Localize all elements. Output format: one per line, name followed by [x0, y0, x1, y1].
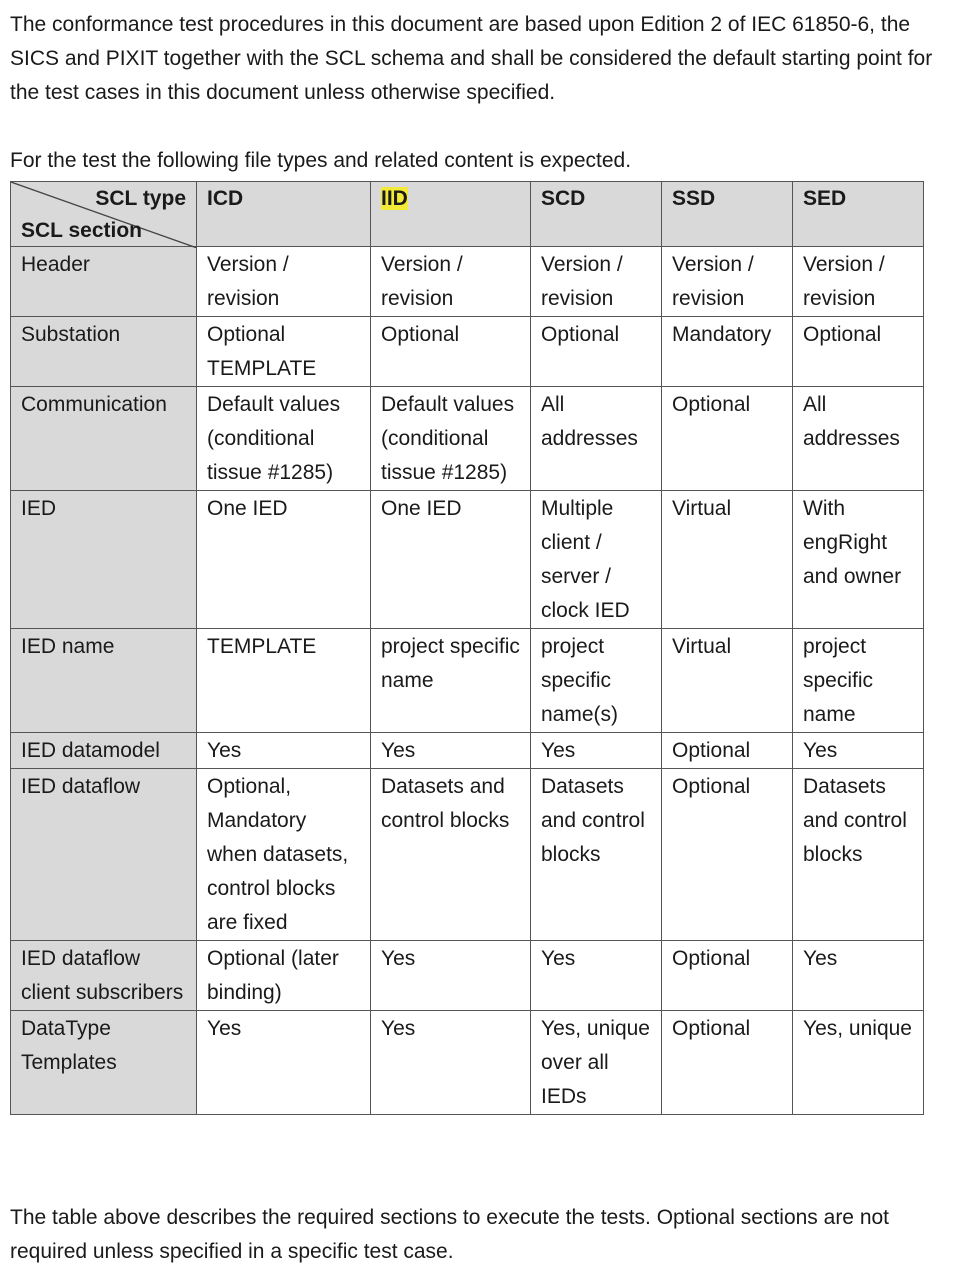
table-cell: TEMPLATE [197, 629, 371, 733]
table-cell: Optional [662, 941, 793, 1011]
table-cell: Optional [531, 317, 662, 387]
table-cell: Optional [662, 387, 793, 491]
column-header-scd: SCD [531, 182, 662, 247]
table-cell: Mandatory [662, 317, 793, 387]
row-header-cell: Substation [11, 317, 197, 387]
table-cell: Yes [531, 941, 662, 1011]
table-cell: Optional, Mandatory when datasets, control blocks are fixed [197, 769, 371, 941]
table-cell: One IED [371, 491, 531, 629]
row-header-cell: IED dataflow [11, 769, 197, 941]
table-row [11, 1011, 924, 1115]
table-cell: One IED [197, 491, 371, 629]
table-row [11, 629, 924, 733]
intro-paragraph: The conformance test procedures in this document are based upon Edition 2 of IEC 61850-6, the SICS and PIXIT together with the SCL schema and shall be considered the default starting point for the test cases in this document unless otherwise specified. [10, 13, 933, 104]
highlighted-text: IID [381, 187, 408, 210]
table-row [11, 387, 924, 491]
table-cell: Optional [662, 1011, 793, 1115]
table-cell: Default values (conditional tissue #1285) [371, 387, 531, 491]
table-caption: For the test the following file types and related content is expected. [10, 149, 632, 172]
table-row [11, 247, 924, 317]
table-cell: Yes [197, 1011, 371, 1115]
table-cell: Yes [531, 733, 662, 769]
table-cell: Yes [371, 1011, 531, 1115]
table-cell: project specific name [793, 629, 924, 733]
table-cell: Yes, unique over all IEDs [531, 1011, 662, 1115]
table-cell: All addresses [793, 387, 924, 491]
column-header-iid [371, 182, 531, 247]
row-header-cell: IED datamodel [11, 733, 197, 769]
table-cell: Default values (conditional tissue #1285) [197, 387, 371, 491]
column-header-ssd: SSD [662, 182, 793, 247]
scl-requirements-table [10, 181, 924, 1115]
table-cell: Yes, unique [793, 1011, 924, 1115]
table-cell: Yes [793, 733, 924, 769]
table-cell: Datasets and control blocks [531, 769, 662, 941]
table-cell: Optional TEMPLATE [197, 317, 371, 387]
closing-note: The table above describes the required sections to execute the tests. Optional sections are not required unless specified in a specific test case. [10, 1206, 890, 1263]
row-header-cell: IED name [11, 629, 197, 733]
table-cell: project specific name(s) [531, 629, 662, 733]
corner-header-cell [11, 182, 197, 247]
table-cell: With engRight and owner [793, 491, 924, 629]
table-row [11, 941, 924, 1011]
table-cell: Optional (later binding) [197, 941, 371, 1011]
column-header-icd: ICD [197, 182, 371, 247]
row-header-cell: DataType Templates [11, 1011, 197, 1115]
table-cell: Optional [662, 769, 793, 941]
table-cell: Optional [662, 733, 793, 769]
row-header-cell: Communication [11, 387, 197, 491]
table-cell: Datasets and control blocks [371, 769, 531, 941]
table-cell: Yes [371, 733, 531, 769]
table-cell: Version / revision [793, 247, 924, 317]
table-row [11, 733, 924, 769]
table-cell: project specific name [371, 629, 531, 733]
column-header-sed: SED [793, 182, 924, 247]
row-header-cell: Header [11, 247, 197, 317]
table-cell: Version / revision [197, 247, 371, 317]
corner-scl-type-label: SCL type [95, 187, 186, 210]
table-cell: Yes [793, 941, 924, 1011]
row-header-cell: IED [11, 491, 197, 629]
table-cell: All addresses [531, 387, 662, 491]
table-cell: Version / revision [371, 247, 531, 317]
table-row [11, 769, 924, 941]
table-row [11, 491, 924, 629]
table-cell: Datasets and control blocks [793, 769, 924, 941]
row-header-cell: IED dataflow client subscribers [11, 941, 197, 1011]
corner-scl-section-label: SCL section [21, 219, 142, 242]
table-cell: Virtual [662, 629, 793, 733]
table-row [11, 317, 924, 387]
table-cell: Multiple client / server / clock IED [531, 491, 662, 629]
table-cell: Version / revision [662, 247, 793, 317]
table-cell: Yes [371, 941, 531, 1011]
table-header-row [11, 182, 924, 247]
table-cell: Yes [197, 733, 371, 769]
table-cell: Optional [793, 317, 924, 387]
table-cell: Virtual [662, 491, 793, 629]
table-cell: Optional [371, 317, 531, 387]
table-cell: Version / revision [531, 247, 662, 317]
